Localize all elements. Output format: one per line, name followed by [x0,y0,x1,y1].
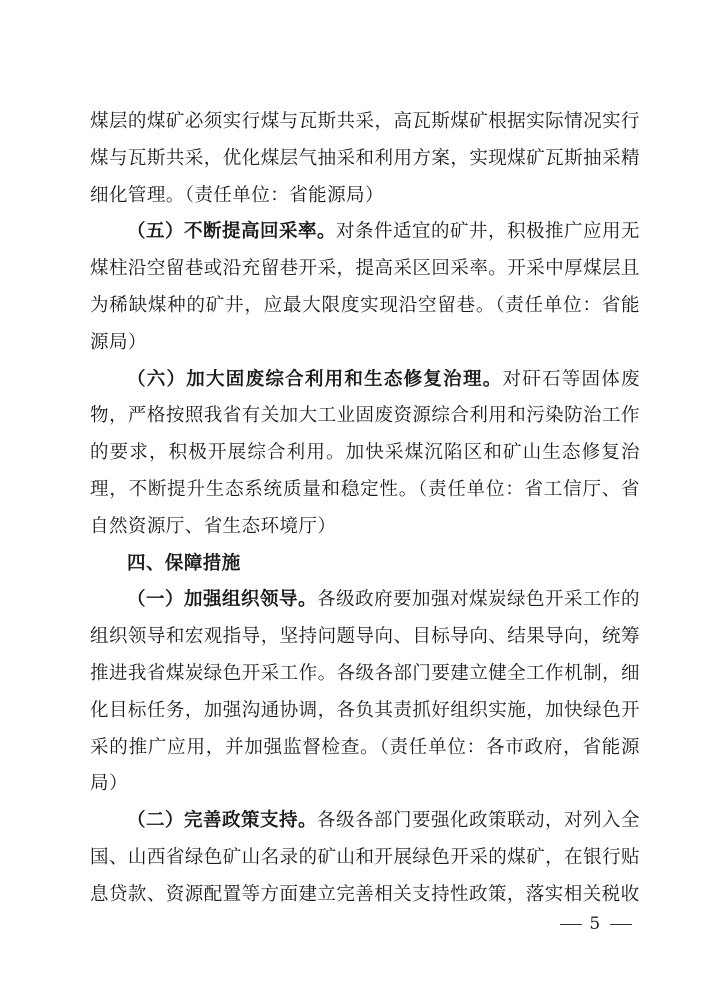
footer-dash-left [560,924,582,925]
paragraph-item-6 [90,362,640,546]
paragraph-item-1 [90,582,640,803]
footer-dash-right [610,924,632,925]
paragraph-continuation: 煤层的煤矿必须实行煤与瓦斯共采，高瓦斯煤矿根据实际情况实行煤与瓦斯共采，优化煤层气抽采和利用方案，实现煤矿瓦斯抽采精细化管理。（责任单位：省能源局） [90,111,640,206]
item-title: （六）加大固废综合利用和生态修复治理。 [127,368,503,390]
item-body: 各级政府要加强对煤炭绿色开采工作的组织领导和宏观指导，坚持问题导向、目标导向、结果导向，统筹推进我省煤炭绿色开采工作。各级各部门要建立健全工作机制，细化目标任务，加强沟通协调，各负其责抓好组织实施，加快绿色开采的推广应用，并加强监督检查。（责任单位：各市政府，省能源局） [90,589,640,795]
paragraph-item-2 [90,803,640,913]
item-body: 各级各部门要强化政策联动，对列入全国、山西省绿色矿山名录的矿山和开展绿色开采的煤矿，在银行贴息贷款、资源配置等方面建立完善相关支持性政策，落实相关税收 [90,810,640,905]
body-text [90,104,640,914]
paragraph-item-5 [90,214,640,361]
page-footer [560,914,632,934]
item-body: 对矸石等固体废物，严格按照我省有关加大工业固废资源综合利用和污染防治工作的要求，积极开展综合利用。加快采煤沉陷区和矿山生态修复治理，不断提升生态系统质量和稳定性。（责任单位：省工信厅、省自然资源厅、省生态环境厅） [90,368,640,537]
item-body: 对条件适宜的矿井，积极推广应用无煤柱沿空留巷或沿充留巷开采，提高采区回采率。开采中厚煤层且为稀缺煤种的矿井，应最大限度实现沿空留巷。（责任单位：省能源局） [90,221,641,353]
item-title: （二）完善政策支持。 [127,810,318,832]
item-title: （一）加强组织领导。 [127,589,318,611]
item-title: （五）不断提高回采率。 [127,221,337,243]
section-heading: 四、保障措施 [127,552,241,574]
page-number: 5 [589,914,603,934]
